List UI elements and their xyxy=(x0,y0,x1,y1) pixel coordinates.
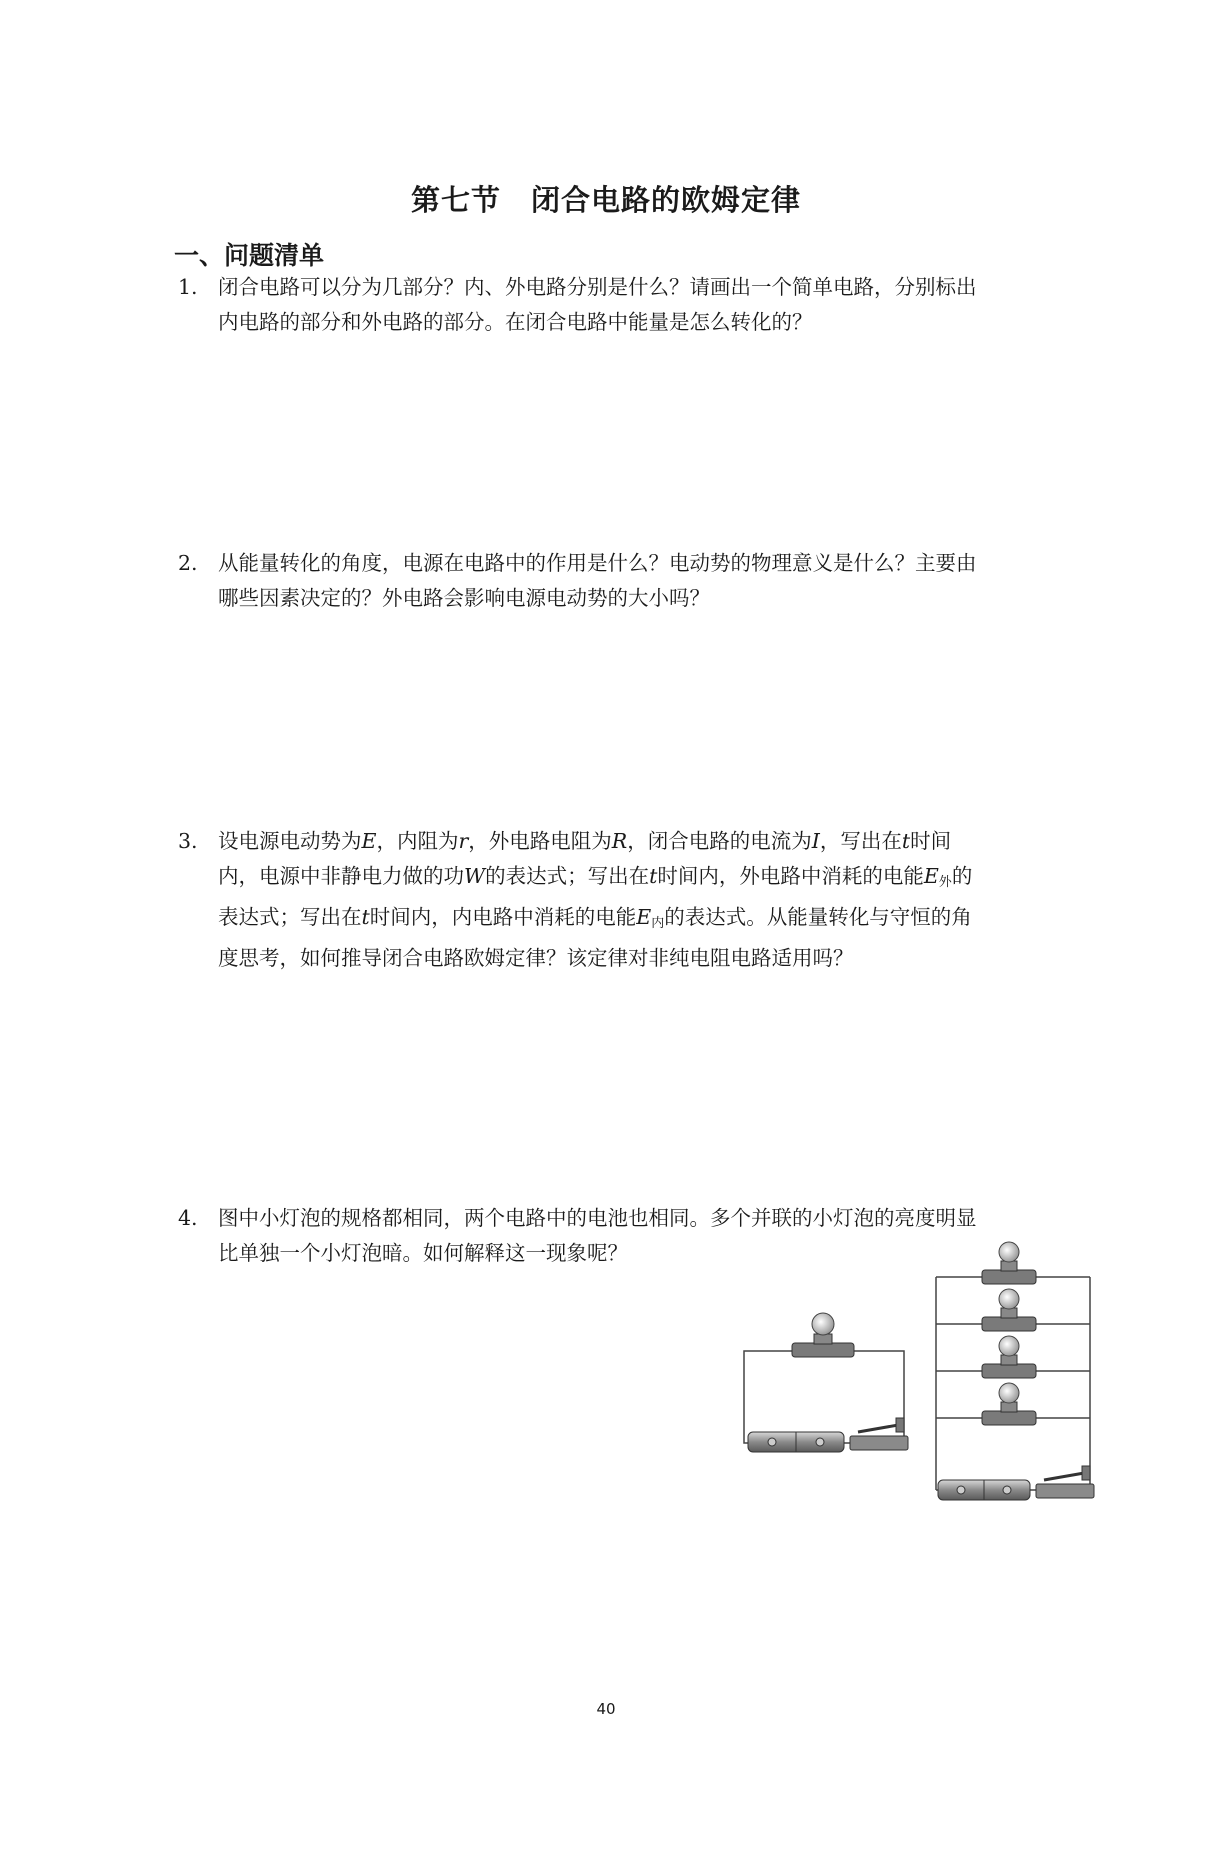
question-number: 1. xyxy=(178,275,198,299)
subscript-external: 外 xyxy=(938,875,952,890)
question-number: 4. xyxy=(178,1206,198,1230)
question-2 xyxy=(178,546,1048,616)
symbol-work: W xyxy=(464,864,486,888)
question-text-line: 图中小灯泡的规格都相同，两个电路中的电池也相同。多个并联的小灯泡的亮度明显 xyxy=(218,1206,977,1230)
symbol-current: I xyxy=(811,829,820,853)
bulb-icon xyxy=(792,1313,854,1357)
question-number: 2. xyxy=(178,551,198,575)
parallel-bulbs-circuit-figure xyxy=(930,1235,1100,1505)
question-text-line: 哪些因素决定的？外电路会影响电源电动势的大小吗？ xyxy=(218,586,710,610)
question-4 xyxy=(178,1201,1048,1271)
question-1 xyxy=(178,270,1048,340)
question-text-line: 从能量转化的角度，电源在电路中的作用是什么？电动势的物理意义是什么？主要由 xyxy=(218,551,977,575)
question-text-line: 内，电源中非静电力做的功W的表达式；写出在t时间内，外电路中消耗的电能$E_外$的 xyxy=(218,864,973,890)
question-text-line: 设电源电动势为E，内阻为r，外电路电阻为R，闭合电路的电流为I，写出在t时间 xyxy=(218,829,952,853)
subscript-internal: 内 xyxy=(651,916,665,931)
symbol-external-resistance: R xyxy=(611,829,628,853)
single-bulb-circuit-figure xyxy=(738,1300,918,1460)
question-text-line: 比单独一个小灯泡暗。如何解释这一现象呢？ xyxy=(218,1241,628,1265)
bulb-icon xyxy=(982,1289,1036,1331)
question-number: 3. xyxy=(178,829,198,853)
question-text-line: 度思考，如何推导闭合电路欧姆定律？该定律对非纯电阻电路适用吗？ xyxy=(218,946,854,970)
symbol-emf: E xyxy=(361,829,377,853)
symbol-internal-resistance: r xyxy=(458,829,469,853)
battery-icon xyxy=(938,1480,1030,1500)
switch-icon xyxy=(850,1418,908,1450)
symbol-time: t xyxy=(901,829,911,853)
question-text-line: 闭合电路可以分为几部分？内、外电路分别是什么？请画出一个简单电路，分别标出 xyxy=(218,275,977,299)
question-text-line: 表达式；写出在t时间内，内电路中消耗的电能$E_内$的表达式。从能量转化与守恒的角 xyxy=(218,905,972,931)
section-heading: 一、问题清单 xyxy=(174,241,325,270)
page-title: 第七节 闭合电路的欧姆定律 xyxy=(410,183,801,217)
switch-icon xyxy=(1036,1466,1094,1498)
page-number: 40 xyxy=(596,1700,616,1718)
question-3 xyxy=(178,824,1048,976)
question-text-line: 内电路的部分和外电路的部分。在闭合电路中能量是怎么转化的？ xyxy=(218,310,813,334)
bulb-icon xyxy=(982,1336,1036,1378)
bulb-icon xyxy=(982,1383,1036,1425)
bulb-icon xyxy=(982,1242,1036,1284)
battery-icon xyxy=(748,1432,844,1452)
